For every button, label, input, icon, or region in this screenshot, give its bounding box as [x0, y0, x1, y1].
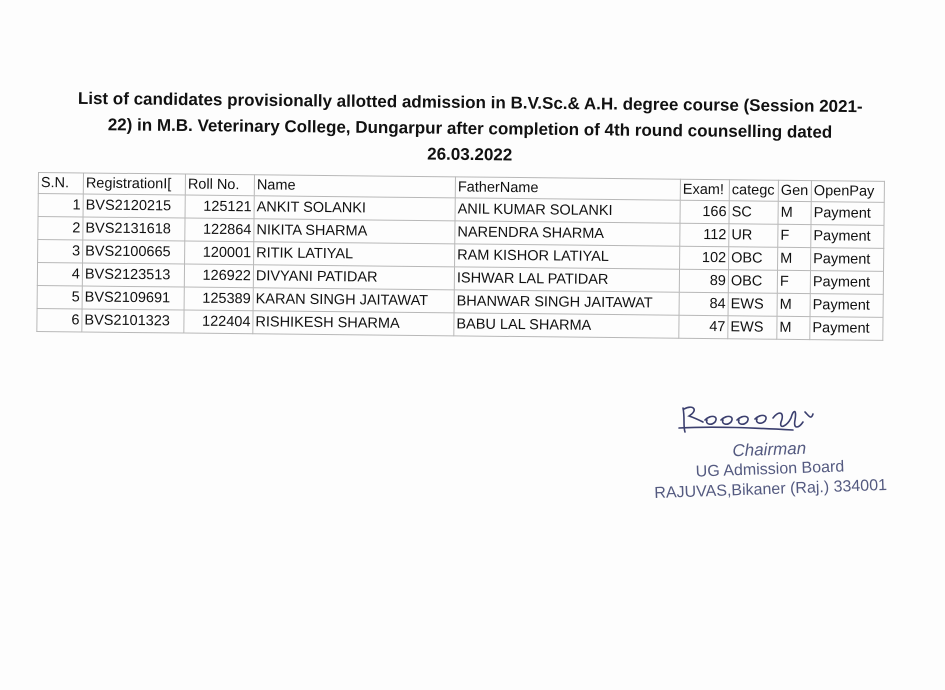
cell-sn: 6 [37, 308, 82, 331]
cell-registration-id: BVS2100665 [83, 240, 185, 264]
cell-gender: F [778, 224, 811, 247]
cell-exam: 47 [679, 315, 728, 339]
cell-registration-id: BVS2101323 [82, 309, 184, 333]
cell-name: KARAN SINGH JAITAWAT [253, 288, 454, 313]
cell-exam: 112 [680, 223, 729, 247]
allotment-table [36, 172, 885, 341]
cell-gender: M [778, 201, 811, 224]
cell-sn: 2 [38, 217, 83, 240]
header-gender: Gen [778, 180, 811, 201]
cell-roll-no: 122864 [185, 218, 254, 242]
cell-open-pay: Payment [811, 202, 884, 226]
cell-category: SC [729, 201, 778, 225]
cell-open-pay: Payment [810, 271, 883, 295]
cell-name: DIVYANI PATIDAR [253, 265, 454, 290]
stamp-chairman: Chairman [732, 438, 807, 461]
cell-roll-no: 125121 [185, 195, 254, 219]
cell-registration-id: BVS2131618 [83, 217, 185, 241]
header-category: categc [729, 180, 778, 202]
cell-exam: 84 [679, 292, 728, 316]
cell-sn: 4 [37, 263, 82, 286]
cell-gender: M [778, 247, 811, 270]
cell-roll-no: 125389 [184, 287, 253, 311]
stamp-board: UG Admission Board [695, 458, 845, 481]
official-stamp [639, 435, 901, 504]
cell-sn: 1 [38, 194, 83, 217]
header-exam: Exam! [680, 179, 729, 201]
cell-name: NIKITA SHARMA [254, 219, 455, 244]
cell-exam: 102 [680, 246, 729, 270]
header-roll-no: Roll No. [185, 174, 254, 196]
cell-sn: 5 [37, 285, 82, 308]
header-registration-id: RegistrationI[ [83, 173, 185, 195]
cell-father-name: ANIL KUMAR SOLANKI [455, 198, 680, 223]
cell-roll-no: 120001 [185, 241, 254, 265]
cell-registration-id: BVS2123513 [82, 263, 184, 287]
title-line-2: 22) in M.B. Veterinary College, Dungarpur after completion of 4th round counselling dated [107, 115, 833, 142]
cell-category: OBC [728, 270, 777, 294]
cell-roll-no: 122404 [184, 310, 253, 334]
table-body [37, 194, 884, 341]
cell-gender: M [777, 316, 810, 339]
cell-father-name: NARENDRA SHARMA [455, 221, 680, 246]
cell-category: EWS [728, 316, 777, 340]
cell-name: ANKIT SOLANKI [254, 196, 455, 221]
header-open-pay: OpenPay [811, 181, 884, 203]
cell-category: OBC [729, 247, 778, 271]
cell-name: RISHIKESH SHARMA [253, 311, 454, 336]
cell-open-pay: Payment [811, 248, 884, 272]
cell-category: UR [729, 224, 778, 248]
cell-sn: 3 [38, 240, 83, 263]
header-sn: S.N. [38, 173, 83, 194]
cell-open-pay: Payment [811, 225, 884, 249]
cell-father-name: RAM KISHOR LATIYAL [455, 244, 680, 269]
title-line-1: List of candidates provisionally allotted admission in B.V.Sc.& A.H. degree course (Session 2021- [77, 88, 863, 117]
cell-registration-id: BVS2109691 [82, 286, 184, 310]
cell-registration-id: BVS2120215 [83, 194, 185, 218]
cell-open-pay: Payment [810, 317, 883, 341]
cell-open-pay: Payment [810, 294, 883, 318]
cell-name: RITIK LATIYAL [254, 242, 455, 267]
cell-exam: 166 [680, 200, 729, 224]
header-name: Name [254, 175, 455, 198]
cell-category: EWS [728, 293, 777, 317]
cell-roll-no: 126922 [184, 264, 253, 288]
cell-gender: F [777, 270, 810, 293]
cell-father-name: BABU LAL SHARMA [454, 313, 679, 338]
cell-father-name: BHANWAR SINGH JAITAWAT [454, 290, 679, 315]
document-title [40, 85, 901, 172]
stamp-address: RAJUVAS,Bikaner (Raj.) 334001 [654, 476, 888, 503]
cell-father-name: ISHWAR LAL PATIDAR [454, 267, 679, 292]
title-line-3: 26.03.2022 [427, 144, 513, 165]
cell-gender: M [777, 293, 810, 316]
cell-exam: 89 [679, 269, 728, 293]
header-father-name: FatherName [455, 177, 680, 200]
